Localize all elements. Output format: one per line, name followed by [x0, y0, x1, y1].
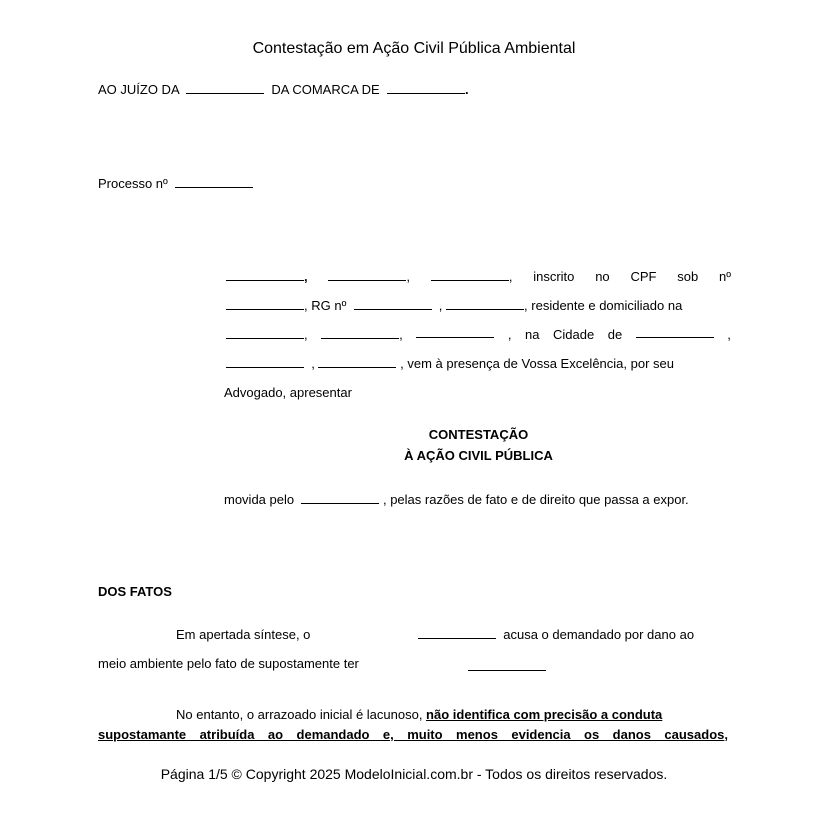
process-label: Processo nº	[98, 176, 168, 191]
presence-text: , vem à presença de Vossa Excelência, por seu	[400, 356, 674, 371]
blank-field[interactable]	[186, 83, 264, 94]
blank-field[interactable]	[387, 83, 465, 94]
blank-field[interactable]	[301, 493, 379, 504]
facts-p2-normal: No entanto, o arrazoado inicial é lacunoso,	[176, 707, 427, 722]
qualification-line-4	[226, 356, 731, 371]
facts-p2-line1	[176, 707, 662, 722]
blank-field[interactable]	[175, 177, 253, 188]
facts-p1-line2: meio ambiente pelo fato de supostamente ter	[98, 656, 359, 671]
blank-field[interactable]	[468, 660, 546, 671]
blank-field[interactable]	[226, 299, 304, 310]
blank-field[interactable]	[431, 270, 509, 281]
blank-field[interactable]	[418, 628, 496, 639]
word: de	[607, 327, 623, 342]
heading-contestacao: CONTESTAÇÃO	[428, 427, 529, 442]
blank-field[interactable]	[446, 299, 524, 310]
blank-field[interactable]	[636, 327, 714, 338]
word: CPF	[630, 269, 657, 284]
comma: ,	[507, 327, 512, 342]
comma: ,	[727, 327, 731, 342]
word: Cidade	[553, 327, 595, 342]
comma: ,	[438, 298, 443, 313]
document-title: Contestação em Ação Civil Pública Ambiental	[252, 40, 576, 57]
blank-field[interactable]	[321, 328, 399, 339]
heading-acao-civil: À AÇÃO CIVIL PÚBLICA	[404, 448, 553, 463]
word: inscrito	[533, 269, 575, 284]
qualification-line-5: Advogado, apresentar	[224, 385, 352, 400]
address-suffix: .	[464, 82, 469, 97]
blank-field[interactable]	[226, 328, 304, 339]
facts-p2-emphasis-2: supostamante atribuída ao demandado e, muito menos evidencia os danos causados	[98, 727, 725, 742]
blank-field[interactable]	[226, 357, 304, 368]
residence-text: , residente e domiciliado na	[524, 298, 683, 313]
blank-field[interactable]	[318, 357, 396, 368]
word: nº	[718, 269, 731, 284]
facts-p1-b	[418, 627, 694, 642]
facts-p2-emphasis: não identifica com precisão a conduta	[426, 707, 663, 722]
process-line	[98, 176, 253, 191]
moved-by-suffix: , pelas razões de fato e de direito que passa a expor.	[382, 492, 689, 507]
comma: ,	[304, 269, 308, 284]
moved-by-prefix: movida pelo	[224, 492, 295, 507]
address-prefix: AO JUÍZO DA	[98, 82, 179, 97]
address-line	[98, 82, 469, 97]
comma: ,	[508, 269, 513, 284]
comma: ,	[406, 269, 411, 284]
comma: ,	[724, 727, 728, 742]
moved-by-line	[224, 492, 689, 507]
rg-label: , RG nº	[304, 298, 347, 313]
page-footer: Página 1/5 © Copyright 2025 ModeloInicial.com.br - Todos os direitos reservados.	[160, 766, 668, 782]
blank-field[interactable]	[354, 299, 432, 310]
blank-field[interactable]	[416, 327, 494, 338]
facts-p2-line2	[98, 727, 728, 742]
qualification-line-3	[226, 327, 731, 342]
facts-p1-a: Em apertada síntese, o	[176, 627, 311, 642]
qualification-line-1	[226, 269, 731, 284]
facts-p1-b-text: acusa o demandado por dano ao	[503, 627, 695, 642]
word: na	[525, 327, 540, 342]
qualification-line-2	[226, 298, 731, 313]
section-facts-title: DOS FATOS	[98, 584, 172, 599]
blank-field[interactable]	[226, 270, 304, 281]
comma: ,	[311, 356, 315, 371]
address-middle: DA COMARCA DE	[271, 82, 380, 97]
blank-field[interactable]	[328, 270, 406, 281]
word: sob	[677, 269, 699, 284]
comma: ,	[304, 327, 308, 342]
comma: ,	[399, 327, 403, 342]
word: no	[595, 269, 610, 284]
